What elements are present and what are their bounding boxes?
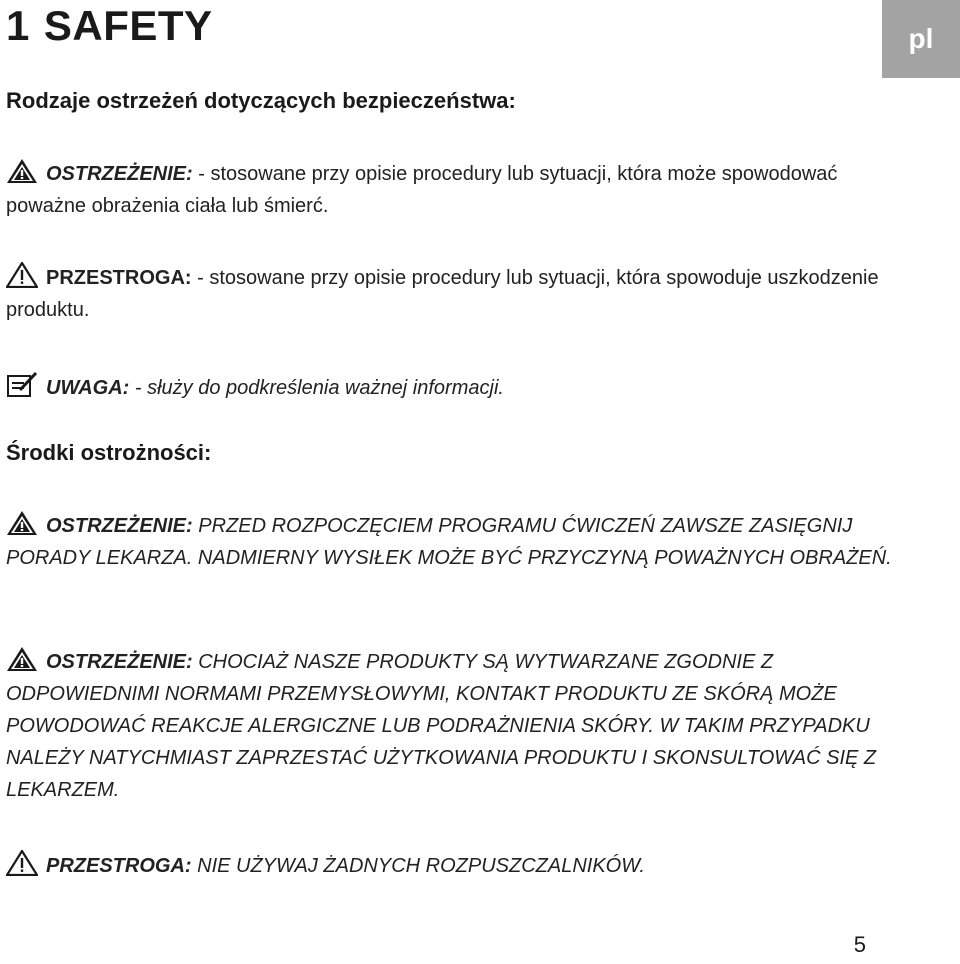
language-tab: pl: [882, 0, 960, 78]
warning-type-item: [6, 158, 906, 222]
precaution-text: PRZED ROZPOCZĘCIEM PROGRAMU ĆWICZEŃ ZAWSZE ZASIĘGNIJ PORADY LEKARZA. NADMIERNY WYSIŁEK MOŻE BYĆ PRZYCZYNĄ POWAŻNYCH OBRAŻEŃ.: [6, 515, 892, 569]
warning-triangle-outline-icon: [6, 262, 38, 288]
precaution-text: CHOCIAŻ NASZE PRODUKTY SĄ WYTWARZANE ZGODNIE Z ODPOWIEDNIMI NORMAMI PRZEMYSŁOWYMI, KONTAKT PRODUKTU ZE SKÓRĄ MOŻE POWODOWAĆ REAKCJE ALERGICZNE LUB PODRAŻNIENIA SKÓRY. W TAKIM PRZYPADKU NALEŻY NATYCHMIAST ZAPRZESTAĆ UŻYTKOWANIA PRODUKTU I SKONSULTOWAĆ SIĘ Z LEKARZEM.: [6, 651, 877, 801]
precaution-item: [6, 510, 906, 574]
caution-label: PRZESTROGA:: [46, 267, 192, 289]
precaution-item: [6, 850, 906, 882]
warning-label: OSTRZEŻENIE:: [46, 651, 193, 673]
precaution-item: [6, 646, 906, 806]
warning-label: OSTRZEŻENIE:: [46, 163, 193, 185]
caution-label: PRZESTROGA:: [46, 855, 192, 877]
warning-label: OSTRZEŻENIE:: [46, 515, 193, 537]
page-number: 5: [853, 932, 866, 957]
warning-description: - stosowane przy opisie procedury lub sytuacji, która może spowodować poważne obrażenia ciała lub śmierć.: [6, 163, 838, 217]
warning-triangle-outline-icon: [6, 850, 38, 876]
caution-description: - stosowane przy opisie procedury lub sytuacji, która spowoduje uszkodzenie produktu.: [6, 267, 879, 321]
section-number: 1: [6, 2, 30, 49]
warning-type-item: [6, 262, 906, 326]
precautions-heading: Środki ostrożności:: [6, 440, 212, 465]
precaution-text: NIE UŻYWAJ ŻADNYCH ROZPUSZCZALNIKÓW.: [191, 855, 645, 877]
warning-triangle-filled-icon: [6, 158, 38, 184]
section-title-text: SAFETY: [43, 2, 213, 49]
note-label: UWAGA:: [46, 377, 130, 399]
warning-types-heading: Rodzaje ostrzeżeń dotyczących bezpieczeństwa:: [6, 88, 516, 113]
warning-type-item: [6, 370, 906, 404]
section-title: [6, 0, 213, 52]
warning-triangle-filled-icon: [6, 510, 38, 536]
warning-triangle-filled-icon: [6, 646, 38, 672]
note-pencil-icon: [6, 370, 38, 398]
note-description: - służy do podkreślenia ważnej informacji.: [129, 377, 504, 399]
